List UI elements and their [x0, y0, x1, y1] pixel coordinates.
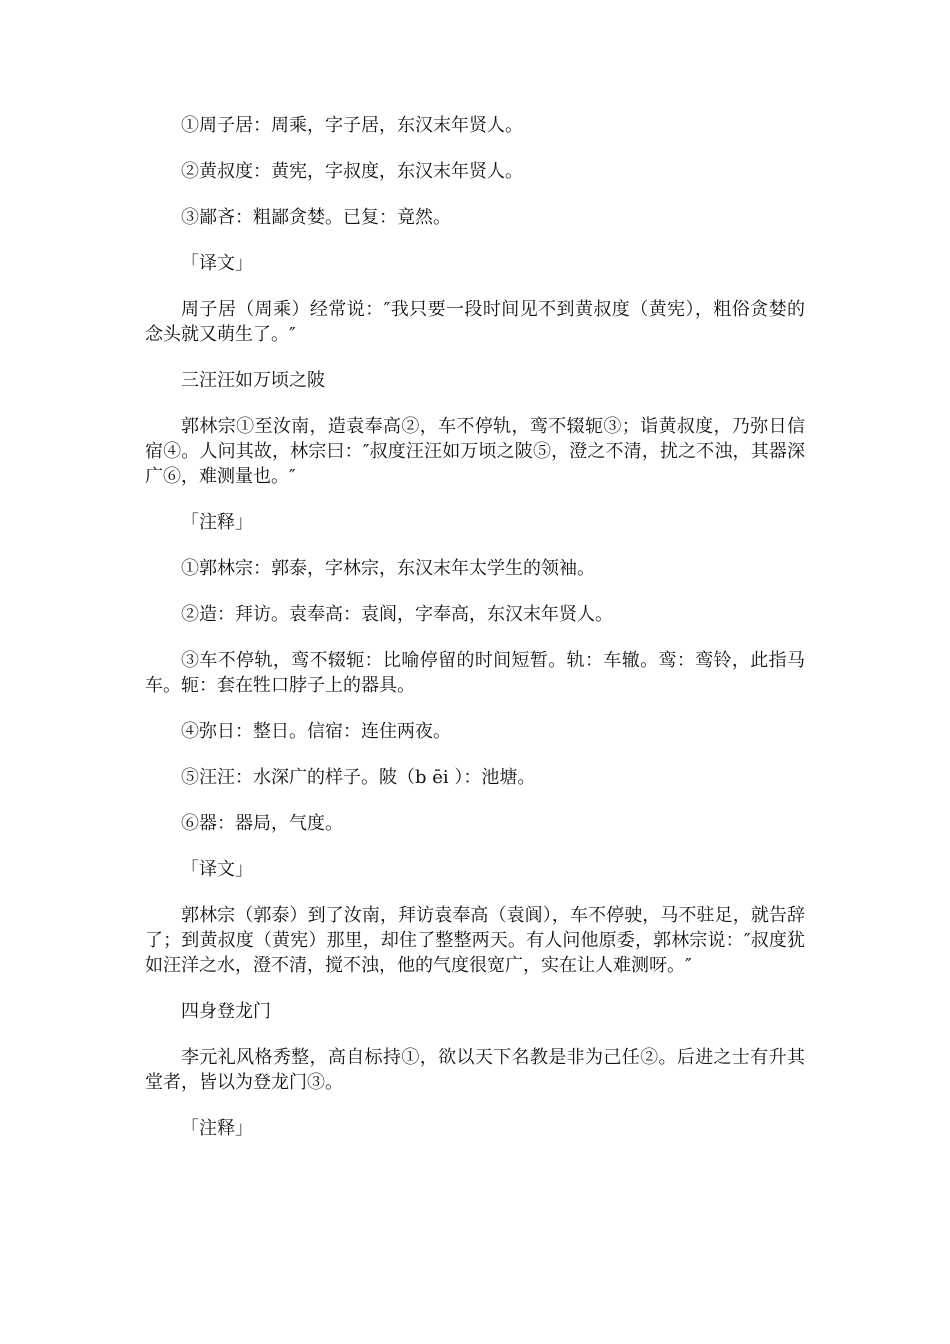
- note-bilin: ③鄙吝：粗鄙贪婪。已复：竟然。: [181, 207, 451, 228]
- note-wangwang: ⑤汪汪：水深广的样子。陂（b ēi ）：池塘。: [181, 767, 536, 788]
- note-guo-linzong: ①郭林宗：郭泰，字林宗，东汉末年太学生的领袖。: [181, 558, 595, 579]
- translation-heading: 「译文」: [181, 253, 253, 274]
- note-qi: ⑥器：器局，气度。: [181, 813, 343, 834]
- annotation-heading: 「注释」: [181, 512, 253, 533]
- document-body: [145, 113, 805, 1162]
- original-text-paragraph: 郭林宗①至汝南，造袁奉高②，车不停轨，鸾不辍轭③；诣黄叔度，乃弥日信宿④。人问其故，林宗曰：″叔度汪汪如万顷之陂⑤，澄之不清，扰之不浊，其器深广⑥，难测量也。″: [145, 416, 805, 487]
- note-miri: ④弥日：整日。信宿：连住两夜。: [181, 721, 451, 742]
- section-heading: 三汪汪如万顷之陂: [181, 370, 325, 391]
- note-che-bu-ting-gui: ③车不停轨，鸾不辍轭：比喻停留的时间短暂。轨：车辙。鸾：鸾铃，此指马车。轭：套在牲口脖子上的器具。: [145, 650, 805, 696]
- translation-paragraph: 郭林宗（郭泰）到了汝南，拜访袁奉高（袁阆），车不停驶，马不驻足，就告辞了；到黄叔度（黄宪）那里，却住了整整两天。有人问他原委，郭林宗说：″叔度犹如汪洋之水，澄不清，搅不浊，他的气度很宽广，实在让人难测呀。″: [145, 905, 805, 976]
- annotation-heading: 「注释」: [181, 1118, 253, 1139]
- translation-paragraph: 周子居（周乘）经常说：″我只要一段时间见不到黄叔度（黄宪），粗俗贪婪的念头就又萌生了。″: [145, 299, 805, 345]
- section-heading: 四身登龙门: [181, 1001, 271, 1022]
- note-zhou-ziju: ①周子居：周乘，字子居，东汉末年贤人。: [181, 115, 523, 136]
- note-huang-shudu: ②黄叔度：黄宪，字叔度，东汉末年贤人。: [181, 161, 523, 182]
- original-text-paragraph: 李元礼风格秀整，高自标持①，欲以天下名教是非为己任②。后进之士有升其堂者，皆以为登龙门③。: [145, 1047, 805, 1093]
- translation-heading: 「译文」: [181, 859, 253, 880]
- note-zao: ②造：拜访。袁奉高：袁阆，字奉高，东汉末年贤人。: [181, 604, 613, 625]
